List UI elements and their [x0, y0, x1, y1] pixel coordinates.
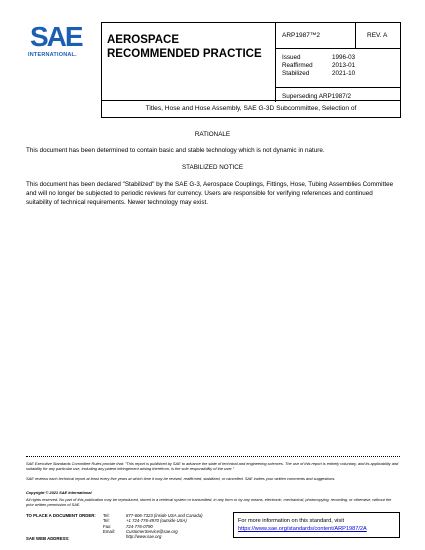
date-label: Stabilized [282, 70, 310, 77]
document-subject [101, 101, 401, 118]
document-number: ARP1987™2 [276, 23, 356, 49]
rationale-text: This document has been determined to contain basic and stable technology which is not dynamic in nature. [26, 147, 325, 154]
order-contact-keys [103, 513, 115, 534]
more-info-text: For more information on this standard, visit [238, 518, 345, 524]
contact-key: Tel: [103, 513, 110, 518]
document-type [102, 23, 276, 102]
sae-web-link[interactable]: http://www.sae.org [126, 534, 162, 540]
contact-email-link[interactable]: CustomerService@sae.org [126, 528, 178, 534]
more-info-box [233, 512, 400, 538]
contact-value: 724-776-0790 [126, 523, 153, 529]
web-address-label: SAE WEB ADDRESS: [26, 536, 70, 541]
document-header [101, 22, 401, 101]
footnote-rules: SAE Executive Standards Committee Rules provide that: "This report is published by SAE to advance the state of technical and engineering sciences. The use of this report is entirely voluntary, and its applicability and suitability for any particular use, including any patent infringement arising therefrom, is the sole responsibility of the user." [26, 461, 399, 471]
date-label: Reaffirmed [282, 62, 313, 69]
order-label: TO PLACE A DOCUMENT ORDER: [26, 513, 96, 518]
dates-divider [276, 87, 401, 88]
footnote-copyright: Copyright © 2021 SAE International [26, 490, 92, 495]
logo-subtitle: INTERNATIONAL. [28, 52, 77, 58]
sae-logo [26, 23, 88, 63]
standard-link[interactable]: https://www.sae.org/standards/content/ARP1987/2A [238, 526, 367, 532]
revision: REV. A [356, 23, 401, 49]
date-value: 1996-03 [332, 54, 356, 61]
subject-text: Titles, Hose and Hose Assembly, SAE G-3D Subcommittee, Selection of [145, 105, 357, 112]
superseding: Superseding ARP1987/2 [282, 93, 351, 100]
stabilized-text: This document has been declared "Stabilized" by the SAE G-3, Aerospace Couplings, Fittings, Hose, Tubing Assemblies Committee and will no longer be subjected to periodic reviews for currency. Users are responsible for verifying references and continued suitability of technical requirements. Newer technology may exist. [26, 181, 394, 206]
footnote-rights: All rights reserved. No part of this publication may be reproduced, stored in a retrieval system or transmitted, in any form or by any means, electronic, mechanical, photocopying, recording, or otherwise, without the prior written permission of SAE. [26, 497, 392, 507]
document-dates [276, 49, 401, 102]
date-label: Issued [282, 54, 301, 61]
footnote-review: SAE reviews each technical report at least every five years at which time it may be revised, reaffirmed, stabilized, or cancelled. SAE invites your written comments and suggestions. [26, 476, 336, 481]
document-type-line2: RECOMMENDED PRACTICE [107, 48, 262, 60]
date-value: 2021-10 [332, 70, 356, 77]
contact-key: Email: [103, 528, 115, 534]
logo-letters: SAE [30, 21, 82, 52]
footnote-divider [26, 456, 400, 457]
order-contact-values [126, 513, 203, 539]
date-value: 2013-01 [332, 62, 356, 69]
stabilized-heading: STABILIZED NOTICE [181, 164, 244, 171]
contact-key: Fax: [103, 523, 112, 529]
rationale-heading: RATIONALE [194, 131, 231, 138]
document-type-line1: AEROSPACE [107, 34, 179, 46]
contact-value: +1 724-776-4970 (outside USA) [126, 518, 187, 524]
contact-key: Tel: [103, 518, 110, 524]
contact-value: 877-606-7323 (inside USA and Canada) [126, 513, 203, 518]
